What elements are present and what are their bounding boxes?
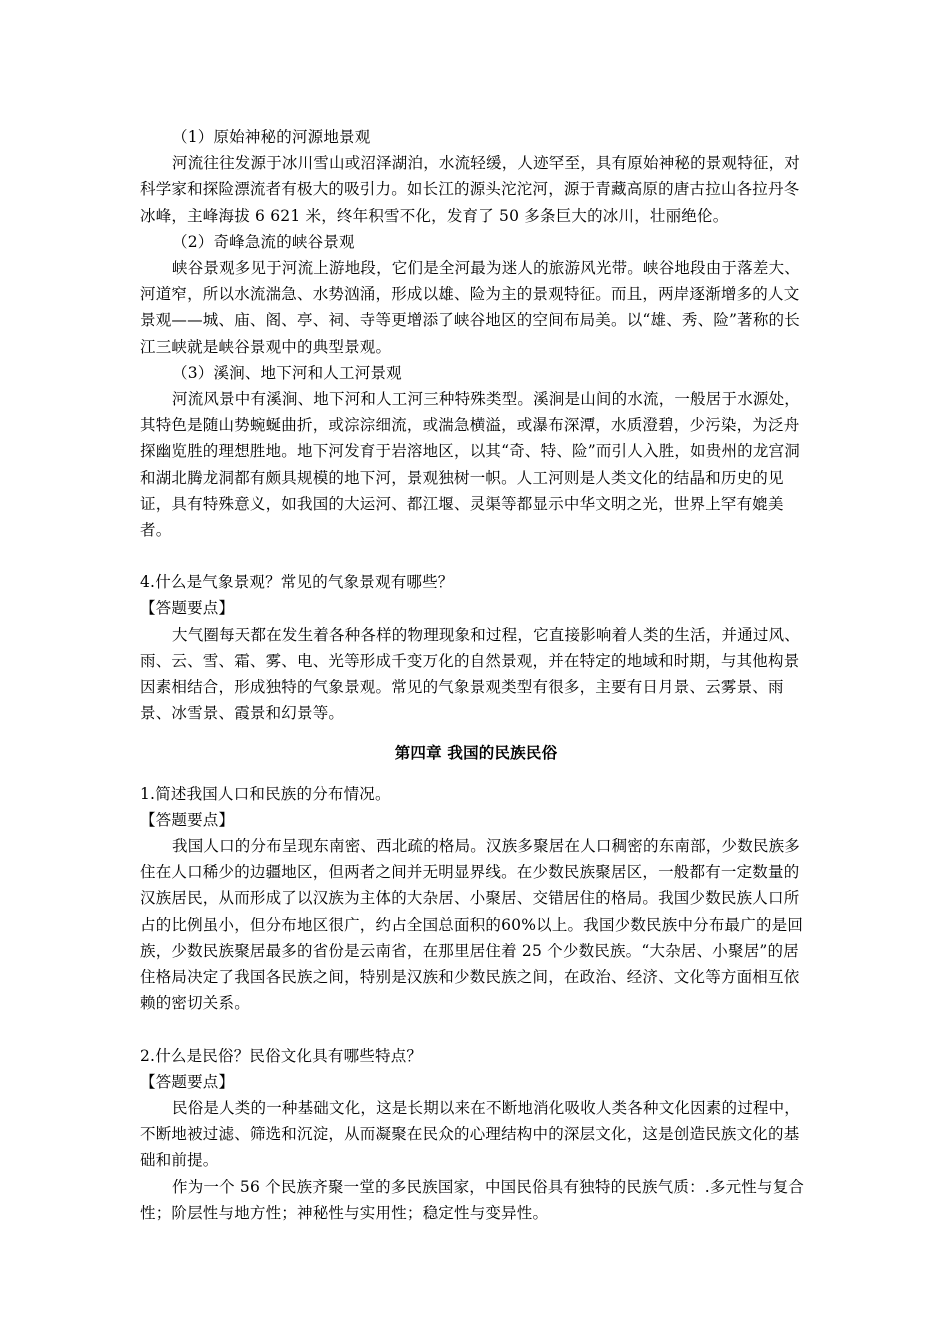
paragraph-streams: 河流风景中有溪涧、地下河和人工河三种特殊类型。溪涧是山间的水流，一般居于水源处，其特色是随山势蜿蜒曲折，或淙淙细流，或湍急横溢，或瀑布深潭，水质澄碧，少污染，为泛舟探幽览胜的理想胜地。地下河发育于岩溶地区，以其“奇、特、险”而引人入胜，如贵州的龙宫洞和湖北腾龙洞都有颇具规模的地下河，景观独树一帜。人工河则是人类文化的结晶和历史的见证，具有特殊意义，如我国的大运河、都江堰、灵渠等都显示中华文明之光，世界上罕有媲美者。 (140, 390, 801, 540)
paragraph-gorge: 峡谷景观多见于河流上游地段，它们是全河最为迷人的旅游风光带。峡谷地段由于落差大、河道窄，所以水流湍急、水势汹涌，形成以雄、险为主的景观特征。而且，两岸逐渐增多的人文景观——城、庙、阁、亭、祠、寺等更增添了峡谷地区的空间布局美。以“雄、秀、险”著称的长江三峡就是峡谷景观中的典型景观。 (140, 259, 801, 356)
spacer (140, 1017, 812, 1043)
question-weather-landscape: 4.什么是气象景观？常见的气象景观有哪些？ (140, 573, 454, 592)
section-heading-gorge: （2）奇峰急流的峡谷景观 (172, 232, 355, 251)
answer-folk-customs-definition: 民俗是人类的一种基础文化，这是长期以来在不断地消化吸收人类各种文化因素的过程中，不断地被过滤、筛选和沉淀，从而凝聚在民众的心理结构中的深层文化，这是创造民族文化的基础和前提。 (140, 1098, 801, 1170)
answer-folk-customs-features: 作为一个 56 个民族齐聚一堂的多民族国家，中国民俗具有独特的民族气质：.多元性与复合性；阶层性与地方性；神秘性与实用性；稳定性与变异性。 (140, 1177, 805, 1222)
question-population-distribution: 1.简述我国人口和民族的分布情况。 (140, 784, 391, 803)
answer-population-distribution: 我国人口的分布呈现东南密、西北疏的格局。汉族多聚居在人口稠密的东南部，少数民族多住在人口稀少的边疆地区，但两者之间并无明显界线。在少数民族聚居区，一般都有一定数量的汉族居民，从而形成了以汉族为主体的大杂居、小聚居、交错居住的格局。我国少数民族人口所占的比例虽小，但分布地区很广，约占全国总面积的60%以上。我国少数民族中分布最广的是回族，少数民族聚居最多的省份是云南省，在那里居住着 25 个少数民族。“大杂居、小聚居”的居住格局决定了我国各民族之间，特别是汉族和少数民族之间，在政治、经济、文化等方面相互依赖的密切关系。 (140, 837, 804, 1013)
paragraph-river-source: 河流往往发源于冰川雪山或沼泽湖泊，水流轻缓，人迹罕至，具有原始神秘的景观特征，对科学家和探险漂流者有极大的吸引力。如长江的源头沱沱河，源于青藏高原的唐古拉山各拉丹冬冰峰，主峰海拔 6 621 米，终年积雪不化，发育了 50 多条巨大的冰川，壮丽绝伦。 (140, 154, 801, 225)
answer-label: 【答题要点】 (140, 1072, 235, 1091)
answer-label: 【答题要点】 (140, 599, 235, 618)
spacer (140, 543, 812, 569)
question-folk-customs: 2.什么是民俗？民俗文化具有哪些特点？ (140, 1046, 423, 1065)
section-heading-streams: （3）溪涧、地下河和人工河景观 (172, 363, 402, 382)
chapter-title: 第四章 我国的民族民俗 (394, 744, 558, 763)
answer-weather-landscape: 大气圈每天都在发生着各种各样的物理现象和过程，它直接影响着人类的生活，并通过风、雨、云、雪、霜、雾、电、光等形成千变万化的自然景观，并在特定的地域和时期，与其他构景因素相结合，形成独特的气象景观。常见的气象景观类型有很多，主要有日月景、云雾景、雨景、冰雪景、霞景和幻景等。 (140, 625, 801, 723)
section-heading-river-source: （1）原始神秘的河源地景观 (172, 128, 371, 146)
document-page (140, 124, 812, 1226)
answer-label: 【答题要点】 (140, 810, 235, 829)
